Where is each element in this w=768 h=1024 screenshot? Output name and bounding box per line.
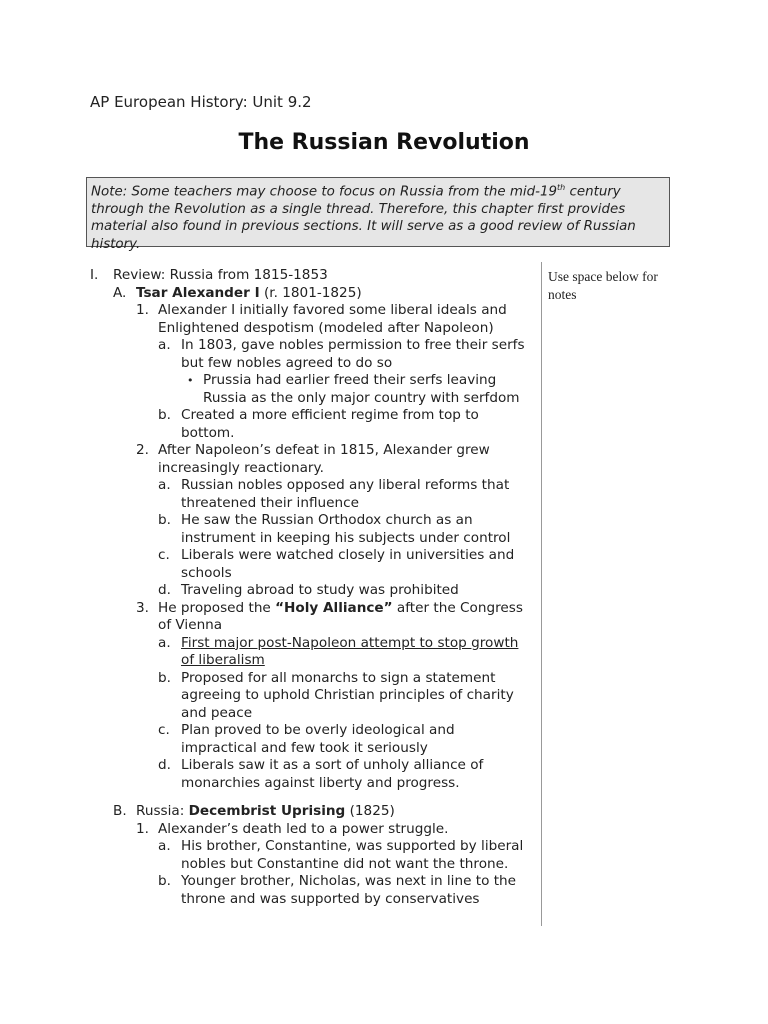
outline-text: Russian nobles opposed any liberal reforms that bbox=[181, 477, 510, 493]
notes-column-divider bbox=[541, 262, 542, 926]
outline-text: His brother, Constantine, was supported by liberal bbox=[181, 838, 524, 854]
outline-text: Plan proved to be overly ideological and bbox=[181, 722, 455, 738]
outline-text: of Vienna bbox=[158, 617, 223, 633]
note-text-part2: century through the Revolution as a single thread. Therefore, this chapter first provides material also found in previous sections. It will serve as a good review of Russian history. bbox=[91, 184, 636, 252]
outline-marker: 2. bbox=[136, 442, 149, 458]
outline-text: Russia as the only major country with serfdom bbox=[203, 389, 520, 406]
outline-text: and peace bbox=[181, 704, 253, 721]
notes-column-label: Use space below for notes bbox=[548, 269, 658, 302]
note-text-part1: Note: Some teachers may choose to focus on Russia from the mid-19 bbox=[91, 184, 557, 200]
outline-text: nobles but Constantine did not want the throne. bbox=[181, 855, 509, 872]
outline-marker: b. bbox=[158, 669, 171, 686]
outline-text: After Napoleon’s defeat in 1815, Alexander grew bbox=[158, 442, 490, 458]
outline-marker: b. bbox=[158, 512, 171, 528]
outline-bold: Decembrist Uprising bbox=[188, 803, 346, 819]
note-superscript: th bbox=[557, 183, 566, 192]
outline-marker: 3. bbox=[136, 599, 149, 616]
outline-marker: a. bbox=[158, 838, 171, 854]
outline-text: monarchies against liberty and progress. bbox=[181, 774, 460, 791]
outline-text: Review: Russia from 1815-1853 bbox=[113, 267, 328, 283]
outline-marker: d. bbox=[158, 582, 171, 598]
outline-text: (r. 1801-1825) bbox=[259, 284, 362, 301]
document-header: AP European History: Unit 9.2 bbox=[90, 93, 312, 111]
outline-text: bottom. bbox=[181, 424, 235, 441]
intro-note-box bbox=[86, 177, 670, 252]
outline-bold: Tsar Alexander I bbox=[136, 284, 260, 301]
outline-underlined-text: of liberalism bbox=[181, 652, 265, 668]
outline-text: Liberals saw it as a sort of unholy alliance of bbox=[181, 757, 484, 773]
outline-text: He saw the Russian Orthodox church as an bbox=[181, 512, 473, 528]
page-title: The Russian Revolution bbox=[238, 130, 530, 155]
outline-marker: 1. bbox=[136, 302, 149, 318]
outline-text: instrument in keeping his subjects under control bbox=[181, 529, 511, 546]
outline-text: Created a more efficient regime from top to bbox=[181, 407, 479, 423]
outline-underlined-text: First major post-Napoleon attempt to stop growth bbox=[181, 634, 519, 651]
outline-text: increasingly reactionary. bbox=[158, 459, 324, 476]
outline-text: In 1803, gave nobles permission to free their serfs bbox=[181, 337, 525, 353]
outline-text: Proposed for all monarchs to sign a statement bbox=[181, 669, 496, 686]
outline-marker: c. bbox=[158, 547, 170, 563]
outline-marker: B. bbox=[113, 803, 127, 819]
outline-text: after the Congress bbox=[392, 599, 523, 616]
outline-text: He proposed the bbox=[158, 599, 276, 616]
outline-marker: I. bbox=[90, 267, 99, 283]
outline-text: Enlightened despotism (modeled after Napoleon) bbox=[158, 319, 494, 336]
outline-text: but few nobles agreed to do so bbox=[181, 354, 393, 371]
outline-text: agreeing to uphold Christian principles of charity bbox=[181, 687, 514, 703]
outline-text: Traveling abroad to study was prohibited bbox=[181, 582, 459, 598]
outline-marker: b. bbox=[158, 873, 171, 889]
outline-marker: a. bbox=[158, 337, 171, 353]
outline-text: schools bbox=[181, 564, 232, 581]
outline-text: (1825) bbox=[345, 803, 395, 819]
outline-text: Liberals were watched closely in universities and bbox=[181, 547, 515, 563]
outline-marker: b. bbox=[158, 407, 171, 423]
outline-text: impractical and few took it seriously bbox=[181, 739, 428, 756]
outline-marker: 1. bbox=[136, 820, 149, 837]
outline-marker: a. bbox=[158, 634, 171, 651]
outline-text: throne and was supported by conservatives bbox=[181, 890, 480, 907]
outline-text: Alexander I initially favored some liberal ideals and bbox=[158, 302, 507, 318]
outline-marker: a. bbox=[158, 477, 171, 493]
outline-text: Prussia had earlier freed their serfs leaving bbox=[203, 372, 497, 388]
bullet-marker: • bbox=[187, 374, 194, 387]
outline-text: Alexander’s death led to a power struggle. bbox=[158, 820, 449, 837]
outline-marker: A. bbox=[113, 284, 127, 301]
outline-marker: c. bbox=[158, 722, 170, 738]
outline-marker: d. bbox=[158, 757, 171, 773]
outline-text: threatened their influence bbox=[181, 494, 359, 511]
outline-text: Russia: bbox=[136, 803, 189, 819]
outline-text: Younger brother, Nicholas, was next in line to the bbox=[181, 873, 517, 889]
outline-bold: “Holy Alliance” bbox=[275, 599, 393, 616]
